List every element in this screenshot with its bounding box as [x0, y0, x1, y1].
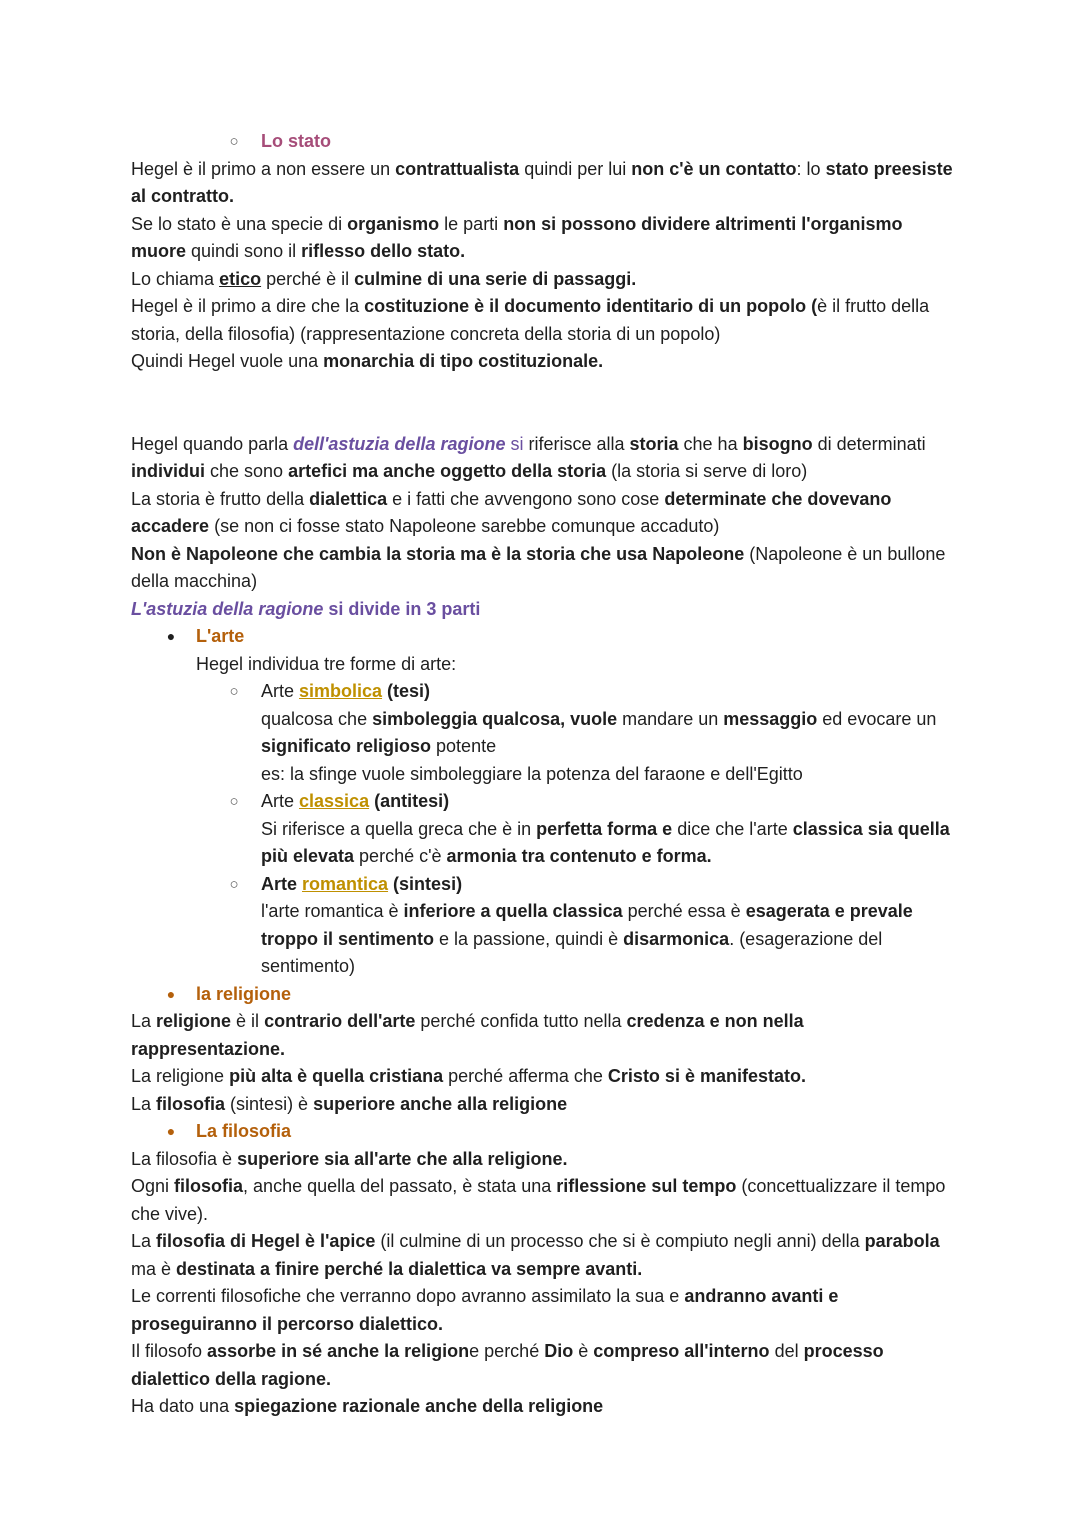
section-heading-filosofia: La filosofia	[196, 1121, 292, 1141]
arte-item-body: qualcosa che simboleggia qualcosa, vuole mandare un messaggio ed evocare un significato religioso potente	[261, 708, 937, 756]
section-heading-religione: la religione	[196, 983, 292, 1004]
spacer	[131, 376, 961, 431]
filled-bullet-icon: ●	[166, 985, 176, 1002]
religione-paragraph-1: La religione è il contrario dell'arte perché confida tutto nella credenza e non nella rappresentazione.	[131, 1011, 804, 1059]
stato-paragraph-4: Hegel è il primo a dire che la costituzione è il documento identitario di un popolo (è il frutto della storia, della filosofia) (rappresentazione concreta della storia di un popolo)	[131, 296, 930, 344]
document-page	[131, 128, 961, 1421]
astuzia-paragraph-3: Non è Napoleone che cambia la storia ma è la storia che usa Napoleone (Napoleone è un bullone della macchina)	[131, 543, 946, 591]
filosofia-paragraph-2: Ogni filosofia, anche quella del passato, è stata una riflessione sul tempo (concettualizzare il tempo che vive).	[131, 1176, 946, 1224]
astuzia-paragraph-4: L'astuzia della ragione si divide in 3 parti	[131, 598, 481, 619]
filled-bullet-icon: ●	[166, 1123, 176, 1139]
filosofia-heading-row	[131, 1118, 961, 1146]
hollow-bullet-icon: ○	[229, 133, 239, 150]
religione-paragraph-2: La religione più alta è quella cristiana perché afferma che Cristo si è manifestato.	[131, 1066, 806, 1086]
arte-intro: Hegel individua tre forme di arte:	[196, 653, 457, 674]
section-heading-arte: L'arte	[196, 626, 245, 646]
filosofia-paragraph-1: La filosofia è superiore sia all'arte che alla religione.	[131, 1148, 568, 1169]
arte-item-body: l'arte romantica è inferiore a quella classica perché essa è esagerata e prevale troppo il sentimento e la passione, quindi è disarmonica. (esagerazione del sentimento)	[261, 901, 913, 976]
section-heading-stato: Lo stato	[261, 131, 331, 151]
stato-paragraph-1: Hegel è il primo a non essere un contrattualista quindi per lui non c'è un contatto: lo stato preesiste al contratto.	[131, 158, 953, 206]
stato-paragraph-2: Se lo stato è una specie di organismo le parti non si possono dividere altrimenti l'organismo muore quindi sono il riflesso dello stato.	[131, 213, 903, 261]
filosofia-paragraph-3: La filosofia di Hegel è l'apice (il culmine di un processo che si è compiuto negli anni) della parabola ma è destinata a finire perché la dialettica va sempre avanti.	[131, 1231, 940, 1279]
filosofia-paragraph-6: Ha dato una spiegazione razionale anche della religione	[131, 1396, 604, 1416]
stato-paragraph-5: Quindi Hegel vuole una monarchia di tipo costituzionale.	[131, 351, 604, 371]
stato-paragraph-3: Lo chiama etico perché è il culmine di una serie di passaggi.	[131, 268, 637, 289]
filled-bullet-icon: ●	[166, 628, 176, 644]
arte-item-simbolica: ○ Arte simbolica (tesi) qualcosa che simboleggia qualcosa, vuole mandare un messaggio ed evocare un significato religioso potente es: la sfinge vuole simboleggiare la potenza del faraone e dell'Egitto	[131, 678, 961, 788]
astuzia-paragraph-2: La storia è frutto della dialettica e i fatti che avvengono sono cose determinate che dovevano accadere (se non ci fosse stato Napoleone sarebbe comunque accaduto)	[131, 488, 892, 536]
filosofia-paragraph-5: Il filosofo assorbe in sé anche la religione perché Dio è compreso all'interno del processo dialettico della ragione.	[131, 1341, 884, 1389]
hollow-bullet-icon: ○	[229, 793, 239, 810]
hollow-bullet-icon: ○	[229, 875, 239, 893]
astuzia-paragraph-1: Hegel quando parla dell'astuzia della ragione si riferisce alla storia che ha bisogno di determinati individui che sono artefici ma anche oggetto della storia (la storia si serve di loro)	[131, 433, 926, 481]
arte-item-romantica: ○ Arte romantica (sintesi) l'arte romantica è inferiore a quella classica perché essa è esagerata e prevale troppo il sentimento e la passione, quindi è disarmonica. (esagerazione del sentimento)	[131, 871, 961, 981]
arte-item-example: es: la sfinge vuole simboleggiare la potenza del faraone e dell'Egitto	[261, 763, 803, 784]
hollow-bullet-icon: ○	[229, 683, 239, 700]
arte-heading-row	[131, 623, 961, 651]
arte-item-body: Si riferisce a quella greca che è in perfetta forma e dice che l'arte classica sia quella più elevata perché c'è armonia tra contenuto e forma.	[261, 818, 950, 866]
religione-heading-row	[131, 981, 961, 1009]
filosofia-paragraph-4: Le correnti filosofiche che verranno dopo avranno assimilato la sua e andranno avanti e proseguiranno il percorso dialettico.	[131, 1286, 839, 1334]
religione-paragraph-3: La filosofia (sintesi) è superiore anche alla religione	[131, 1093, 568, 1114]
arte-item-classica: ○ Arte classica (antitesi) Si riferisce a quella greca che è in perfetta forma e dice che l'arte classica sia quella più elevata perché c'è armonia tra contenuto e forma.	[131, 788, 961, 871]
stato-heading-row	[131, 128, 961, 156]
